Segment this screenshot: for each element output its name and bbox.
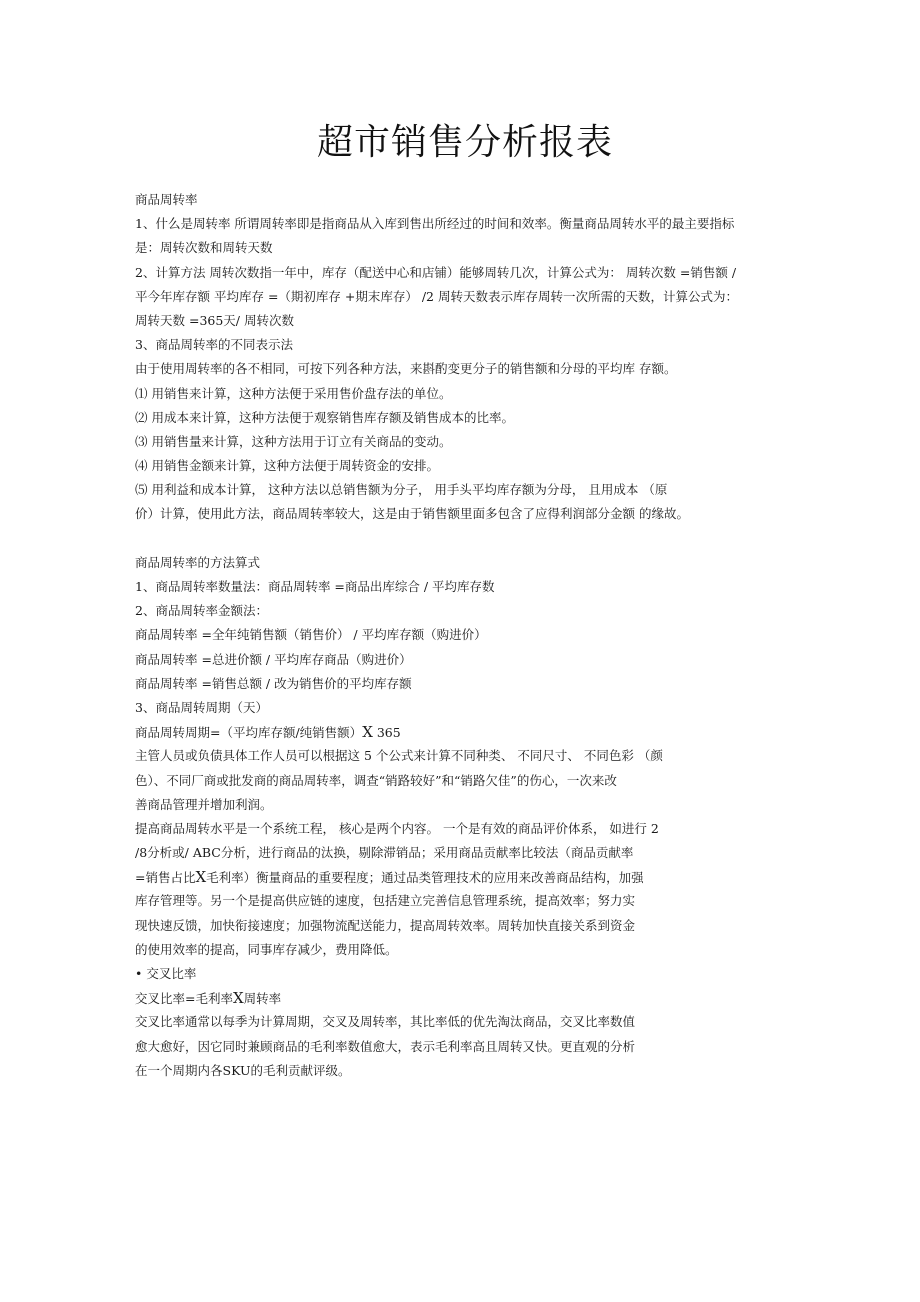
text-line: 商品周转率 =全年纯销售额（销售价） / 平均库存额（购进价） [135,627,487,643]
text-line: 3、商品周转率的不同表示法 [135,337,293,353]
text-line: 的使用效率的提高，同事库存减少，费用降低。 [135,941,398,957]
text-line: ⑸ 用利益和成本计算， 这种方法以总销售额为分子， 用手头平均库存额为分母， 且用成本 （原 [135,482,668,498]
multiply-sign: X [362,723,373,742]
text-line: 现快速反馈，加快衔接速度；加强物流配送能力，提高周转效率。周转加快直接关系到资金 [135,917,636,933]
text-line: 1、商品周转率数量法：商品周转率 =商品出库综合 / 平均库存数 [135,579,495,594]
formula-line [135,720,795,744]
text-line: 平今年库存额 平均库存 =（期初库存 +期末库存） /2 周转天数表示库存周转一次所需的天数，计算公式为： [135,288,738,304]
text-line: 主管人员或负债具体工作人员可以根据这 5 个公式来计算不同种类、 不同尺寸、 不同色彩 （颜 [135,748,663,764]
formula-text: 商品周转周期=（平均库存额/纯销售额） [135,725,363,741]
text-line: ⑵ 用成本来计算，这种方法便于观察销售库存额及销售成本的比率。 [135,409,514,425]
formula-text: 毛利率）衡量商品的重要程度；通过品类管理技术的应用来改善商品结构，加强 [206,870,644,886]
text-line: 提高商品周转水平是一个系统工程， 核心是两个内容。 一个是有效的商品评价体系， 如进行 2 [135,820,659,836]
text-line: 2、计算方法 周转次数指一年中，库存（配送中心和店铺）能够周转几次，计算公式为： 周转次数 =销售额 / [135,264,737,280]
text-line: ⑶ 用销售量来计算，这种方法用于订立有关商品的变动。 [135,433,452,449]
formula-text: 交叉比率=毛利率 [135,991,233,1007]
text-line: 色）、不同厂商或批发商的商品周转率，调查“销路较好”和“销路欠佳”的伤心，一次来改 [135,772,617,788]
text-line: 商品周转率的方法算式 [135,554,261,570]
text-line: 1、什么是周转率 所谓周转率即是指商品从入库到售出所经过的时间和效率。衡量商品周转水平的最主要指标 [135,216,735,232]
text-line: 在一个周期内各SKU的毛利贡献评级。 [135,1062,351,1078]
text-line: • 交叉比率 [135,966,197,981]
formula-line [135,865,795,889]
text-line: 商品周转率 =销售总额 / 改为销售价的平均库存额 [135,675,412,691]
text-line: 价）计算，使用此方法，商品周转率较大，这是由于销售额里面多包含了应得利润部分金额 的缘故。 [135,506,689,522]
page-title: 超市销售分析报表 [316,122,613,163]
text-line: ⑴ 用销售来计算，这种方法便于采用售价盘存法的单位。 [135,385,452,401]
text-line: 库存管理等。另一个是提高供应链的速度，包括建立完善信息管理系统，提高效率；努力实 [135,893,636,909]
formula-line [135,986,795,1010]
text-line: 交叉比率通常以每季为计算周期，交叉及周转率，其比率低的优先淘汰商品，交叉比率数值 [135,1014,636,1030]
text-line: 愈大愈好，因它同时兼顾商品的毛利率数值愈大，表示毛利率高且周转又快。更直观的分析 [135,1038,636,1054]
formula-text: 周转率 [243,991,282,1007]
text-line: 2、商品周转率金额法： [135,603,268,619]
text-line: /8分析或/ ABC分析，进行商品的汰换，剔除滞销品；采用商品贡献率比较法（商品贡献率 [135,845,634,861]
text-line: 是：周转次数和周转天数 [135,240,273,256]
text-line: 商品周转率 [135,192,198,207]
paragraph-gap [135,527,795,551]
formula-text: =销售占比 [135,870,196,886]
text-line: 善商品管理并增加利润。 [135,796,273,812]
document-body [135,188,795,1083]
text-line: 3、商品周转周期（天） [135,699,268,715]
text-line: ⑷ 用销售金额来计算，这种方法便于周转资金的安排。 [135,458,439,474]
multiply-sign: X [195,868,207,887]
formula-text: 365 [372,725,401,741]
text-line: 周转天数 =365天/ 周转次数 [135,312,294,328]
text-line: 商品周转率 =总进价额 / 平均库存商品（购进价） [135,651,412,667]
multiply-sign: X [232,989,244,1008]
text-line: 由于使用周转率的各不相同，可按下列各种方法，来斟酌变更分子的销售额和分母的平均库 存额。 [135,361,677,377]
